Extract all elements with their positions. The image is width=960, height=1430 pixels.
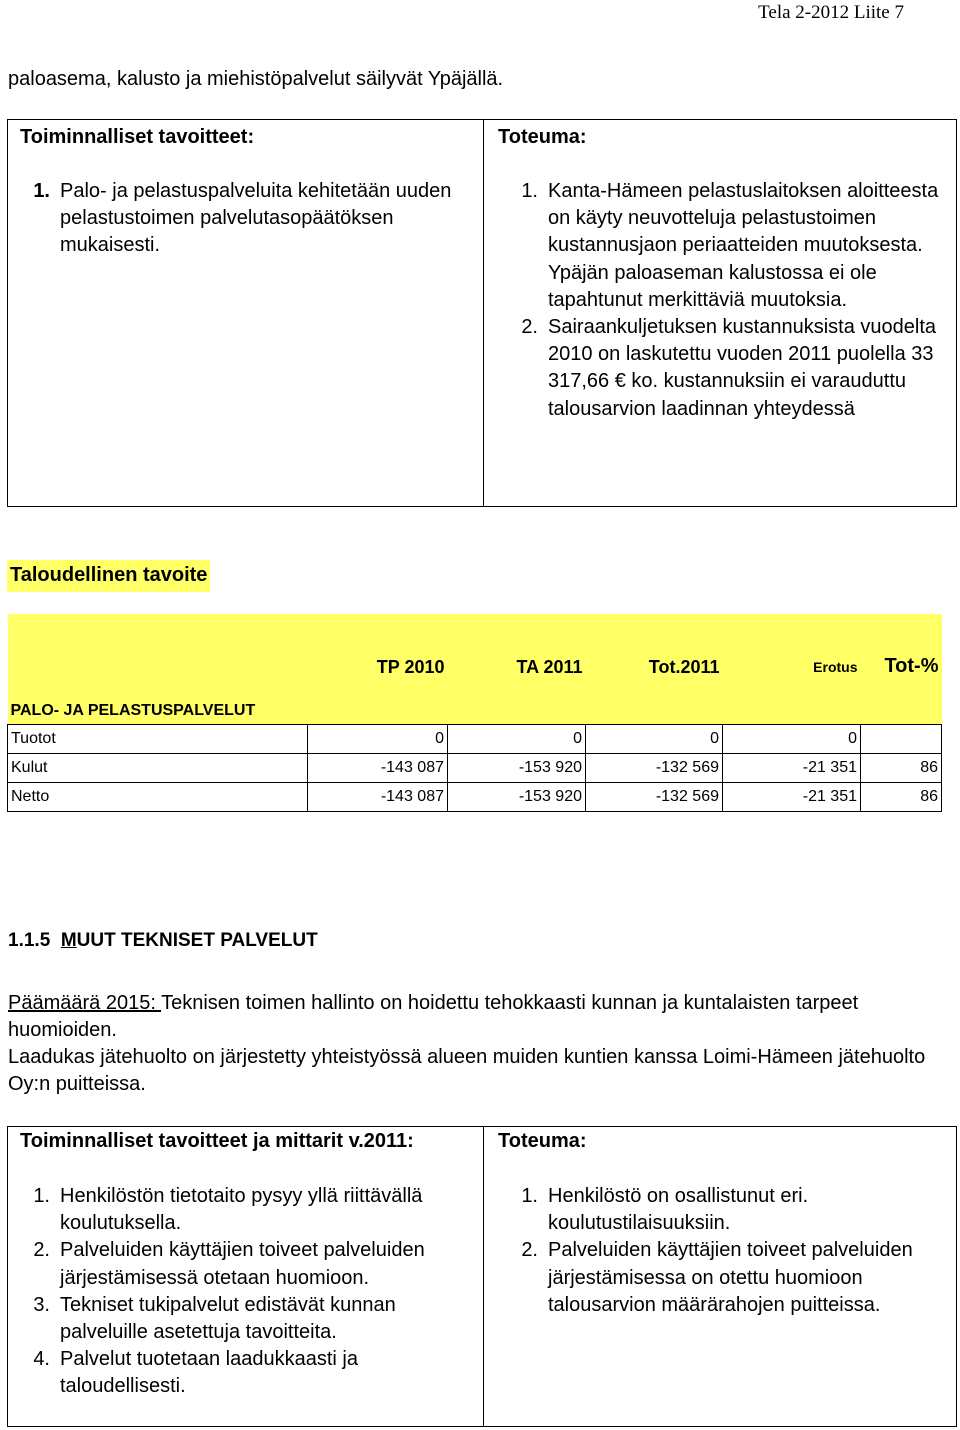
item-number: 1.	[521, 1185, 538, 1207]
item-text: Tekniset tukipalvelut edistävät kunnan palveluille asetettuja tavoitteita.	[60, 1293, 396, 1344]
tech-results-list	[504, 1183, 952, 1319]
cell: -143 087	[308, 753, 448, 782]
cell: -132 569	[586, 782, 723, 811]
cell: -153 920	[448, 782, 586, 811]
list-item	[16, 1183, 456, 1237]
cell: 0	[586, 724, 723, 753]
tech-results-title: Toteuma:	[498, 1130, 587, 1152]
fire-goals-left-column	[8, 120, 484, 506]
list-item	[504, 178, 952, 314]
item-text: Palveluiden käyttäjien toiveet palveluiden järjestämisessä otetaan huomioon.	[60, 1239, 425, 1289]
header-erotus: Erotus	[723, 614, 861, 684]
item-text: Kanta-Hämeen pelastuslaitoksen aloitteesta on käyty neuvotteluja pelastustoimen kustannusjaon periaatteiden muutoksesta. Ypäjän paloaseman kalustossa ei ole tapahtunut merkittäviä muutoksia.	[548, 180, 939, 311]
tech-results-column	[484, 1127, 956, 1426]
item-number: 2.	[33, 1239, 50, 1262]
goal-text-second: Laadukas jätehuolto on järjestetty yhteistyössä alueen muiden kuntien kanssa Loimi-Hämeen jätehuolto Oy:n puitteissa.	[8, 1046, 926, 1095]
item-number: 3.	[33, 1293, 50, 1316]
intro-text: paloasema, kalusto ja miehistöpalvelut säilyvät Ypäjällä.	[8, 68, 504, 90]
cell: 86	[861, 753, 942, 782]
page-reference: Tela 2-2012 Liite 7	[758, 2, 904, 23]
tech-goals-list	[16, 1183, 456, 1401]
table-row	[8, 782, 942, 811]
list-item	[504, 1237, 952, 1319]
list-item	[504, 314, 952, 423]
item-text: Palo- ja pelastuspalveluita kehitetään uuden pelastustoimen palvelutasopäätöksen mukaisesti.	[60, 180, 452, 257]
cell: -143 087	[308, 782, 448, 811]
header-tot2011: Tot.2011	[586, 614, 723, 684]
cell: 86	[861, 782, 942, 811]
cell: -21 351	[723, 753, 861, 782]
list-item	[504, 1183, 952, 1237]
fire-results-title: Toteuma:	[498, 126, 587, 148]
tech-goals-title: Toiminnalliset tavoitteet ja mittarit v.2011:	[20, 1130, 414, 1152]
table-row	[8, 753, 942, 782]
header-tot-percent: Tot-%	[861, 614, 942, 684]
goal-text: Teknisen toimen hallinto on hoidettu tehokkaasti kunnan ja kuntalaisten tarpeet huomioiden.	[8, 992, 859, 1041]
list-item	[16, 1237, 456, 1291]
financial-group-row	[8, 684, 942, 724]
header-tp2010: TP 2010	[308, 614, 448, 684]
section-title-rest: UUT TEKNISET PALVELUT	[76, 930, 318, 951]
goal-label: Päämäärä 2015:	[8, 992, 162, 1014]
item-number: 2.	[521, 1239, 538, 1262]
fire-results-column	[484, 120, 956, 506]
list-item	[16, 178, 456, 260]
cell: 0	[308, 724, 448, 753]
section-title-initial: M	[60, 930, 77, 951]
table-row	[8, 724, 942, 753]
item-number: 4.	[33, 1348, 50, 1371]
row-label: Kulut	[8, 753, 308, 782]
header-blank	[8, 614, 308, 684]
cell	[861, 724, 942, 753]
tech-goals-table	[7, 1126, 957, 1427]
cell: 0	[448, 724, 586, 753]
cell: -132 569	[586, 753, 723, 782]
header-ta2011: TA 2011	[448, 614, 586, 684]
list-item	[16, 1292, 456, 1346]
item-number: 1.	[33, 1185, 50, 1207]
item-number: 1.	[33, 180, 50, 202]
financial-header-row	[8, 614, 942, 684]
row-label: Tuotot	[8, 724, 308, 753]
fire-goals-list	[16, 178, 456, 260]
item-text: Henkilöstön tietotaito pysyy yllä riittävällä koulutuksella.	[60, 1185, 423, 1235]
fire-goals-table	[7, 119, 957, 507]
item-text: Henkilöstö on osallistunut eri. koulutustilaisuuksiin.	[548, 1185, 809, 1235]
financial-table	[7, 614, 942, 812]
item-text: Sairaankuljetuksen kustannuksista vuodelta 2010 on laskutettu vuoden 2011 puolella 33 317,66 € ko. kustannuksiin ei varauduttu talousarvion laadinnan yhteydessä	[548, 316, 937, 420]
list-item	[16, 1346, 456, 1400]
item-number: 2.	[521, 316, 538, 339]
item-number: 1.	[521, 180, 538, 202]
cell: -153 920	[448, 753, 586, 782]
item-text: Palveluiden käyttäjien toiveet palveluiden järjestämisessa on otettu huomioon talousarvion määrärahojen puitteissa.	[548, 1239, 913, 1316]
fire-goals-title: Toiminnalliset tavoitteet:	[20, 126, 255, 148]
fire-results-list	[504, 178, 952, 423]
financial-heading: Taloudellinen tavoite	[7, 560, 210, 592]
row-label: Netto	[8, 782, 308, 811]
item-text: Palvelut tuotetaan laadukkaasti ja taloudellisesti.	[60, 1348, 358, 1398]
cell: -21 351	[723, 782, 861, 811]
section-title	[8, 930, 318, 952]
cell: 0	[723, 724, 861, 753]
section-number: 1.1.5	[8, 930, 51, 951]
group-label: PALO- JA PELASTUSPALVELUT	[8, 684, 942, 724]
tech-goals-left-column	[8, 1127, 484, 1426]
goal-paragraph	[8, 990, 948, 1098]
